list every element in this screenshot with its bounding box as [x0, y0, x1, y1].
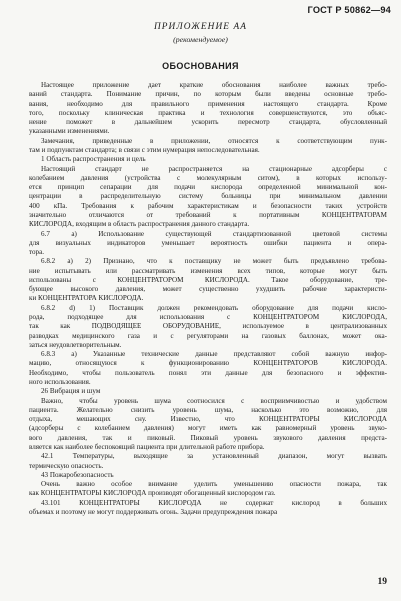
text-line: использованы с КОНЦЕНТРАТОРОМ КИСЛОРОДА. Такое оборудование, тре- — [29, 275, 387, 284]
text-line: центрации в распределительную систему больницы при минимальном давлении — [29, 192, 387, 201]
standard-code: ГОСТ Р 50862—94 — [307, 5, 391, 15]
text-line: пациента. Желательно снизить уровень шума, насколько это возможно, для — [29, 405, 387, 414]
text-line: Важно, чтобы уровень шума соотносился с восприимчивостью и удобством — [41, 396, 387, 405]
text-line: 6.8.2 а) 2) Признано, что к поставщику не может быть предъявлено требова- — [41, 257, 387, 266]
text-line: тора. — [29, 248, 45, 257]
text-line: бующее высокого давления, может существенно ухудшить рабочие характеристи- — [29, 285, 387, 294]
text-line: ние испытывать или рассматривать изменения всех типов, которые могут быть — [29, 266, 387, 275]
text-line: рода, подходящее для использования с КОНЦЕНТРАТОРОМ КИСЛОРОДА, — [29, 313, 387, 322]
text-line: того, поскольку клиническая практика и технология совершенствуются, это объяс- — [29, 108, 387, 117]
text-line: вания, необходимо для правильного применения настоящего стандарта. Кроме — [29, 99, 387, 108]
text-line: объемах и поэтому не могут поддерживать огонь. Задачи предупреждения пожара — [29, 507, 278, 516]
text-line: 6.7 а) Использование существующей стандартизованной цветовой системы — [41, 229, 387, 238]
text-line: вого давления, так и пиковый. Пиковый уровень звукового давления предста- — [29, 433, 387, 442]
text-line: так как ПОДВОДЯЩЕЕ ОБОРУДОВАНИЕ, используемое в централизованных — [29, 322, 387, 331]
text-line: (адсорберы с колебанием давления) могут иметь как равномерный уровень звуко- — [29, 424, 387, 433]
appendix-title: ПРИЛОЖЕНИЕ АА — [153, 22, 248, 32]
text-line: мацию, относящуюся к функционированию КОНЦЕНТРАТОРОВ КИСЛОРОДА. — [29, 359, 387, 368]
text-line: ется принцип сепарации для подачи кислорода определенной минимальной кон- — [29, 183, 387, 192]
text-line: термическую опасность. — [29, 461, 104, 470]
body-text — [29, 81, 387, 517]
text-line: 6.8.3 а) Указанные технические данные представляют собой важную инфор- — [41, 350, 387, 359]
text-line: 43.101 КОНЦЕНТРАТОРЫ КИСЛОРОДА не содержат кислород в больших — [41, 498, 387, 507]
text-line: 43 Пожаробезопасность — [41, 470, 114, 479]
text-line: нение поможет в дальнейшем ускорить пересмотр стандарта, обусловленный — [29, 118, 387, 127]
text-line: как КОНЦЕНТРАТОРЫ КИСЛОРОДА производят обогащенный кислородом газ. — [29, 489, 276, 498]
text-line: 42.1 Температуры, выходящие за установленный диапазон, могут вызвать — [41, 452, 387, 461]
text-line: ваний стандарта. Понимание причин, по которым были введены основные требо- — [29, 90, 387, 99]
text-line: Настоящий стандарт не распространяется на стационарные адсорберы с — [41, 164, 387, 173]
text-line: КИСЛОРОДА, входящим в область распространения данного стандарта. — [29, 220, 250, 229]
text-line: отдыха, мешающих сну. Известно, что КОНЦЕНТРАТОРЫ КИСЛОРОДА — [29, 415, 387, 424]
text-line: Необходимо, чтобы пользователь понял эти данные для безопасного и эффектив- — [29, 368, 387, 377]
text-line: значительно отличаются от требований к портативным КОНЦЕНТРАТОРАМ — [29, 210, 387, 219]
text-line: для визуальных индикаторов уменьшает вероятность ошибки пациента и опера- — [29, 238, 387, 247]
text-line: 1 Область распространения и цель — [41, 155, 146, 164]
appendix-subtitle: (рекомендуемое) — [173, 35, 228, 44]
text-line: Очень важно особое внимание уделить уменьшению опасности пожара, так — [41, 480, 387, 489]
page-number: 19 — [377, 577, 387, 587]
section-heading: ОБОСНОВАНИЯ — [162, 61, 239, 71]
text-line: ки КОНЦЕНТРАТОРА КИСЛОРОДА. — [29, 294, 144, 303]
text-line: колебанием давления (устройства с молекулярным ситом), в которых использу- — [29, 173, 387, 182]
text-line: Настоящее приложение дает краткие обоснования наиболее важных требо- — [41, 81, 387, 89]
text-line: 400 кПа. Требования к рабочим характеристикам и безопасности таких устройств — [29, 201, 387, 210]
text-line: 6.8.2 d) 1) Поставщик должен рекомендовать оборудование для подачи кисло- — [41, 303, 387, 312]
text-line: 26 Вибрация и шум — [41, 387, 101, 396]
text-line: указанными изменениями. — [29, 127, 110, 136]
text-line: Замечания, приведенные в приложении, относятся к соответствующим пунк- — [41, 136, 387, 145]
text-line: вляется как наиболее беспокоящий пациента при длительной работе прибора. — [29, 442, 265, 451]
text-line: заться неудовлетворительным. — [29, 340, 122, 349]
text-line: там и подпунктам стандарта; в связи с этим нумерация непоследовательная. — [29, 145, 260, 154]
text-line: разводках медицинского газа и с регуляторами на газовых баллонах, может ока- — [29, 331, 387, 340]
text-line: ного использования. — [29, 378, 91, 386]
